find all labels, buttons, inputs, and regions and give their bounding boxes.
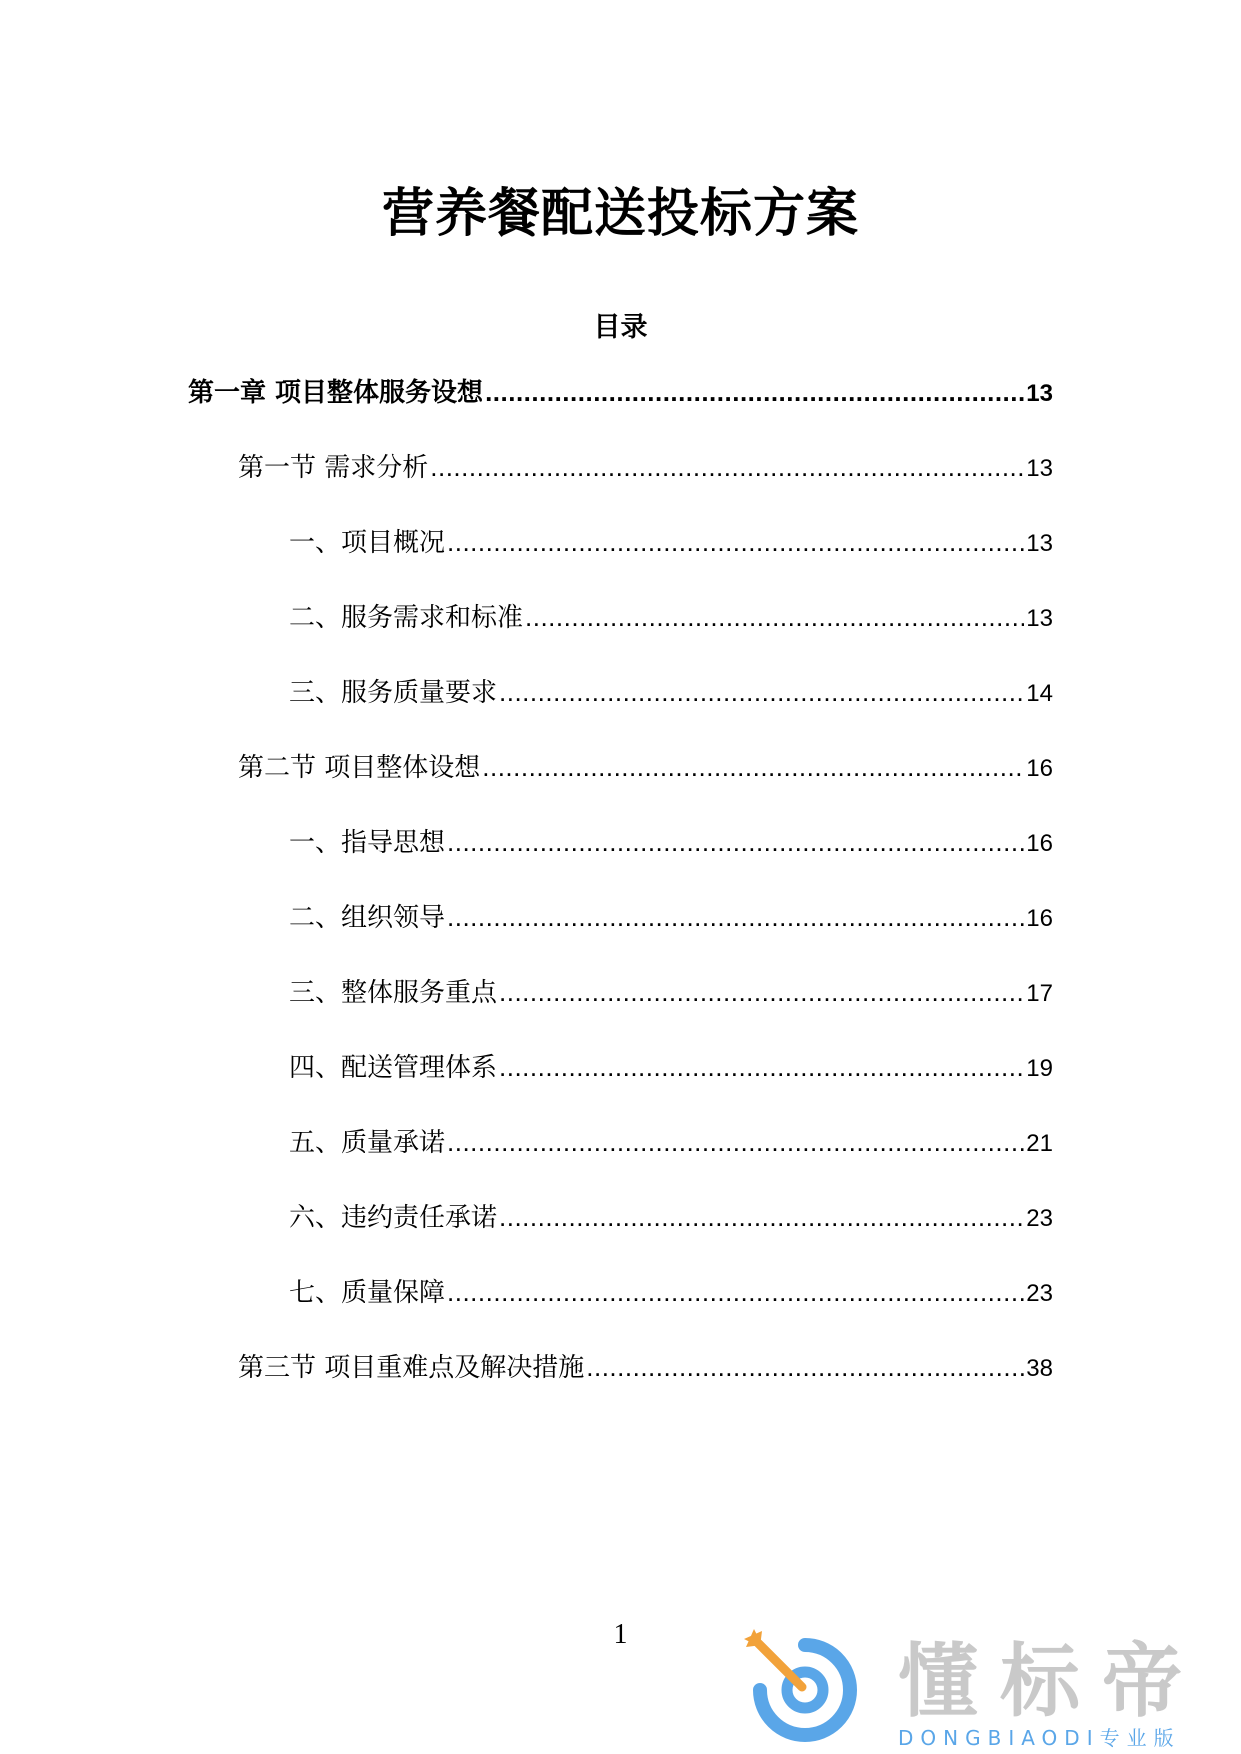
toc-entry-label: 第二节 项目整体设想 xyxy=(238,753,481,783)
toc-entry[interactable] xyxy=(289,822,1053,862)
toc-entry[interactable] xyxy=(289,1272,1053,1312)
toc-entry-label: 一、项目概况 xyxy=(289,528,446,558)
toc-entry-label: 第一节 需求分析 xyxy=(238,453,429,483)
toc-entry[interactable] xyxy=(289,522,1053,562)
watermark-subtitle: DONGBIAODI专业版 xyxy=(898,1726,1181,1750)
toc-dot-leader xyxy=(499,1197,1024,1237)
toc-dot-leader xyxy=(447,897,1024,937)
toc-entry-page: 16 xyxy=(1026,830,1053,857)
toc-entry-page: 16 xyxy=(1026,905,1053,932)
toc-dot-leader xyxy=(447,1272,1024,1312)
toc-entry[interactable] xyxy=(289,1047,1053,1087)
toc-entry-page: 13 xyxy=(1026,380,1053,407)
toc-entry-page: 23 xyxy=(1026,1280,1053,1307)
toc-dot-leader xyxy=(586,1347,1024,1387)
toc-entry[interactable] xyxy=(289,1197,1053,1237)
toc-dot-leader xyxy=(485,372,1024,412)
toc-entry-label: 三、整体服务重点 xyxy=(289,978,498,1008)
toc-entry[interactable] xyxy=(289,897,1053,937)
toc-dot-leader xyxy=(525,597,1024,637)
page-number: 1 xyxy=(613,1619,628,1650)
toc-entry-page: 23 xyxy=(1026,1205,1053,1232)
toc-entry-label: 六、违约责任承诺 xyxy=(289,1203,498,1233)
toc-entry-label: 七、质量保障 xyxy=(289,1278,446,1308)
toc-dot-leader xyxy=(447,822,1024,862)
toc-entry-page: 38 xyxy=(1026,1355,1053,1382)
toc-entry-label: 四、配送管理体系 xyxy=(289,1053,498,1083)
watermark xyxy=(740,1625,1240,1754)
toc-dot-leader xyxy=(447,522,1024,562)
toc-entry-label: 一、指导思想 xyxy=(289,828,446,858)
toc-entry-page: 16 xyxy=(1026,755,1053,782)
toc-entry[interactable] xyxy=(289,972,1053,1012)
document-title: 营养餐配送投标方案 xyxy=(381,184,859,244)
toc-entry-label: 第一章 项目整体服务设想 xyxy=(188,378,484,408)
toc-entry[interactable] xyxy=(289,672,1053,712)
toc-dot-leader xyxy=(447,1122,1024,1162)
target-arrow-icon xyxy=(740,1625,870,1754)
toc-entry[interactable] xyxy=(238,1347,1053,1387)
toc-entry[interactable] xyxy=(289,1122,1053,1162)
toc-entry[interactable] xyxy=(238,747,1053,787)
toc-dot-leader xyxy=(499,1047,1024,1087)
toc-entry-label: 二、服务需求和标准 xyxy=(289,603,524,633)
toc-entry-page: 21 xyxy=(1026,1130,1053,1157)
toc-entry-label: 二、组织领导 xyxy=(289,903,446,933)
toc-dot-leader xyxy=(430,447,1024,487)
toc-entry-page: 17 xyxy=(1026,980,1053,1007)
toc-entry-label: 第三节 项目重难点及解决措施 xyxy=(238,1353,585,1383)
toc-entry[interactable] xyxy=(188,372,1053,412)
toc-heading: 目录 xyxy=(593,312,648,343)
toc-entry-label: 三、服务质量要求 xyxy=(289,678,498,708)
toc-dot-leader xyxy=(499,972,1024,1012)
toc-entry[interactable] xyxy=(238,447,1053,487)
toc-entry-page: 13 xyxy=(1026,455,1053,482)
toc-entry-label: 五、质量承诺 xyxy=(289,1128,446,1158)
toc-dot-leader xyxy=(482,747,1024,787)
toc-entry-page: 19 xyxy=(1026,1055,1053,1082)
toc-dot-leader xyxy=(499,672,1024,712)
watermark-brand: 懂标帝 xyxy=(898,1635,1204,1728)
toc-entry-page: 13 xyxy=(1026,605,1053,632)
toc-entry-page: 14 xyxy=(1026,680,1053,707)
toc-entry-page: 13 xyxy=(1026,530,1053,557)
toc-entry[interactable] xyxy=(289,597,1053,637)
